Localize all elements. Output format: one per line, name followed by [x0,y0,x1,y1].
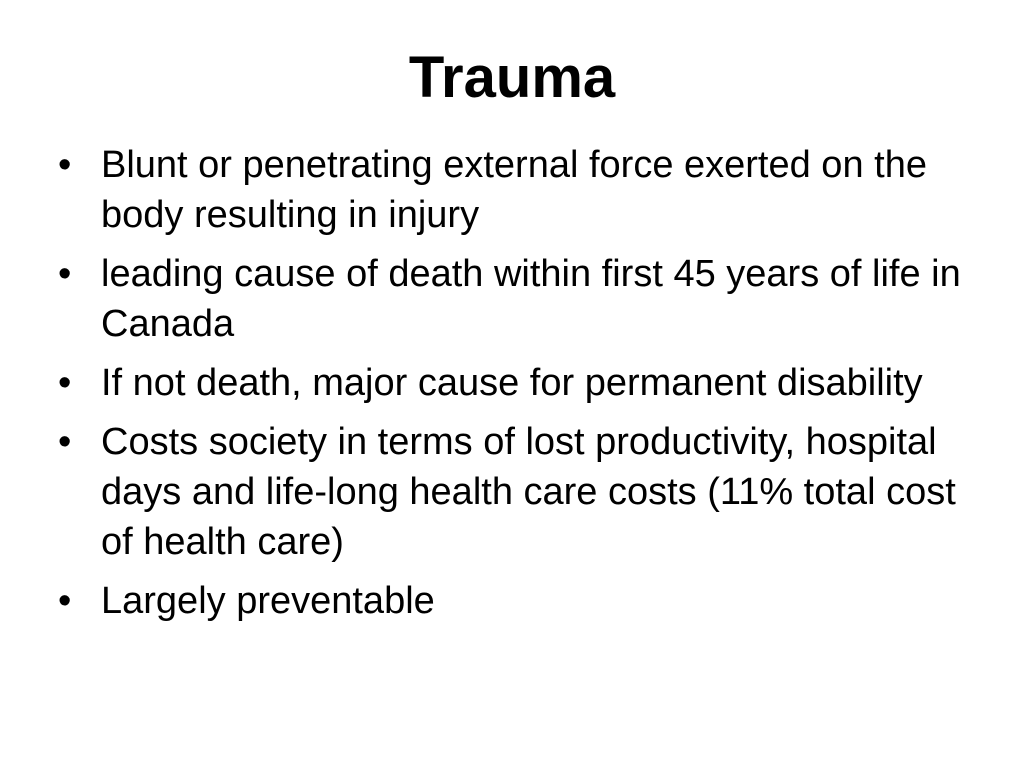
bullet-item [58,576,978,626]
bullet-text: Blunt or penetrating external force exerted on the body resulting in injury [101,144,927,236]
bullet-item [58,358,978,408]
bullet-item [58,249,978,349]
bullet-list [58,140,978,635]
bullet-icon: • [58,421,72,463]
bullet-text: If not death, major cause for permanent disability [101,362,923,404]
bullet-item [58,417,978,567]
slide-title: Trauma [408,45,616,110]
bullet-icon: • [58,580,72,622]
bullet-text: Largely preventable [101,580,435,622]
bullet-icon: • [58,253,72,295]
bullet-text: leading cause of death within first 45 years of life in Canada [101,253,961,345]
bullet-icon: • [58,144,72,186]
bullet-text: Costs society in terms of lost productivity, hospital days and life-long health care costs (11% total cost of health care) [101,421,956,563]
bullet-item [58,140,978,240]
bullet-icon: • [58,362,72,404]
